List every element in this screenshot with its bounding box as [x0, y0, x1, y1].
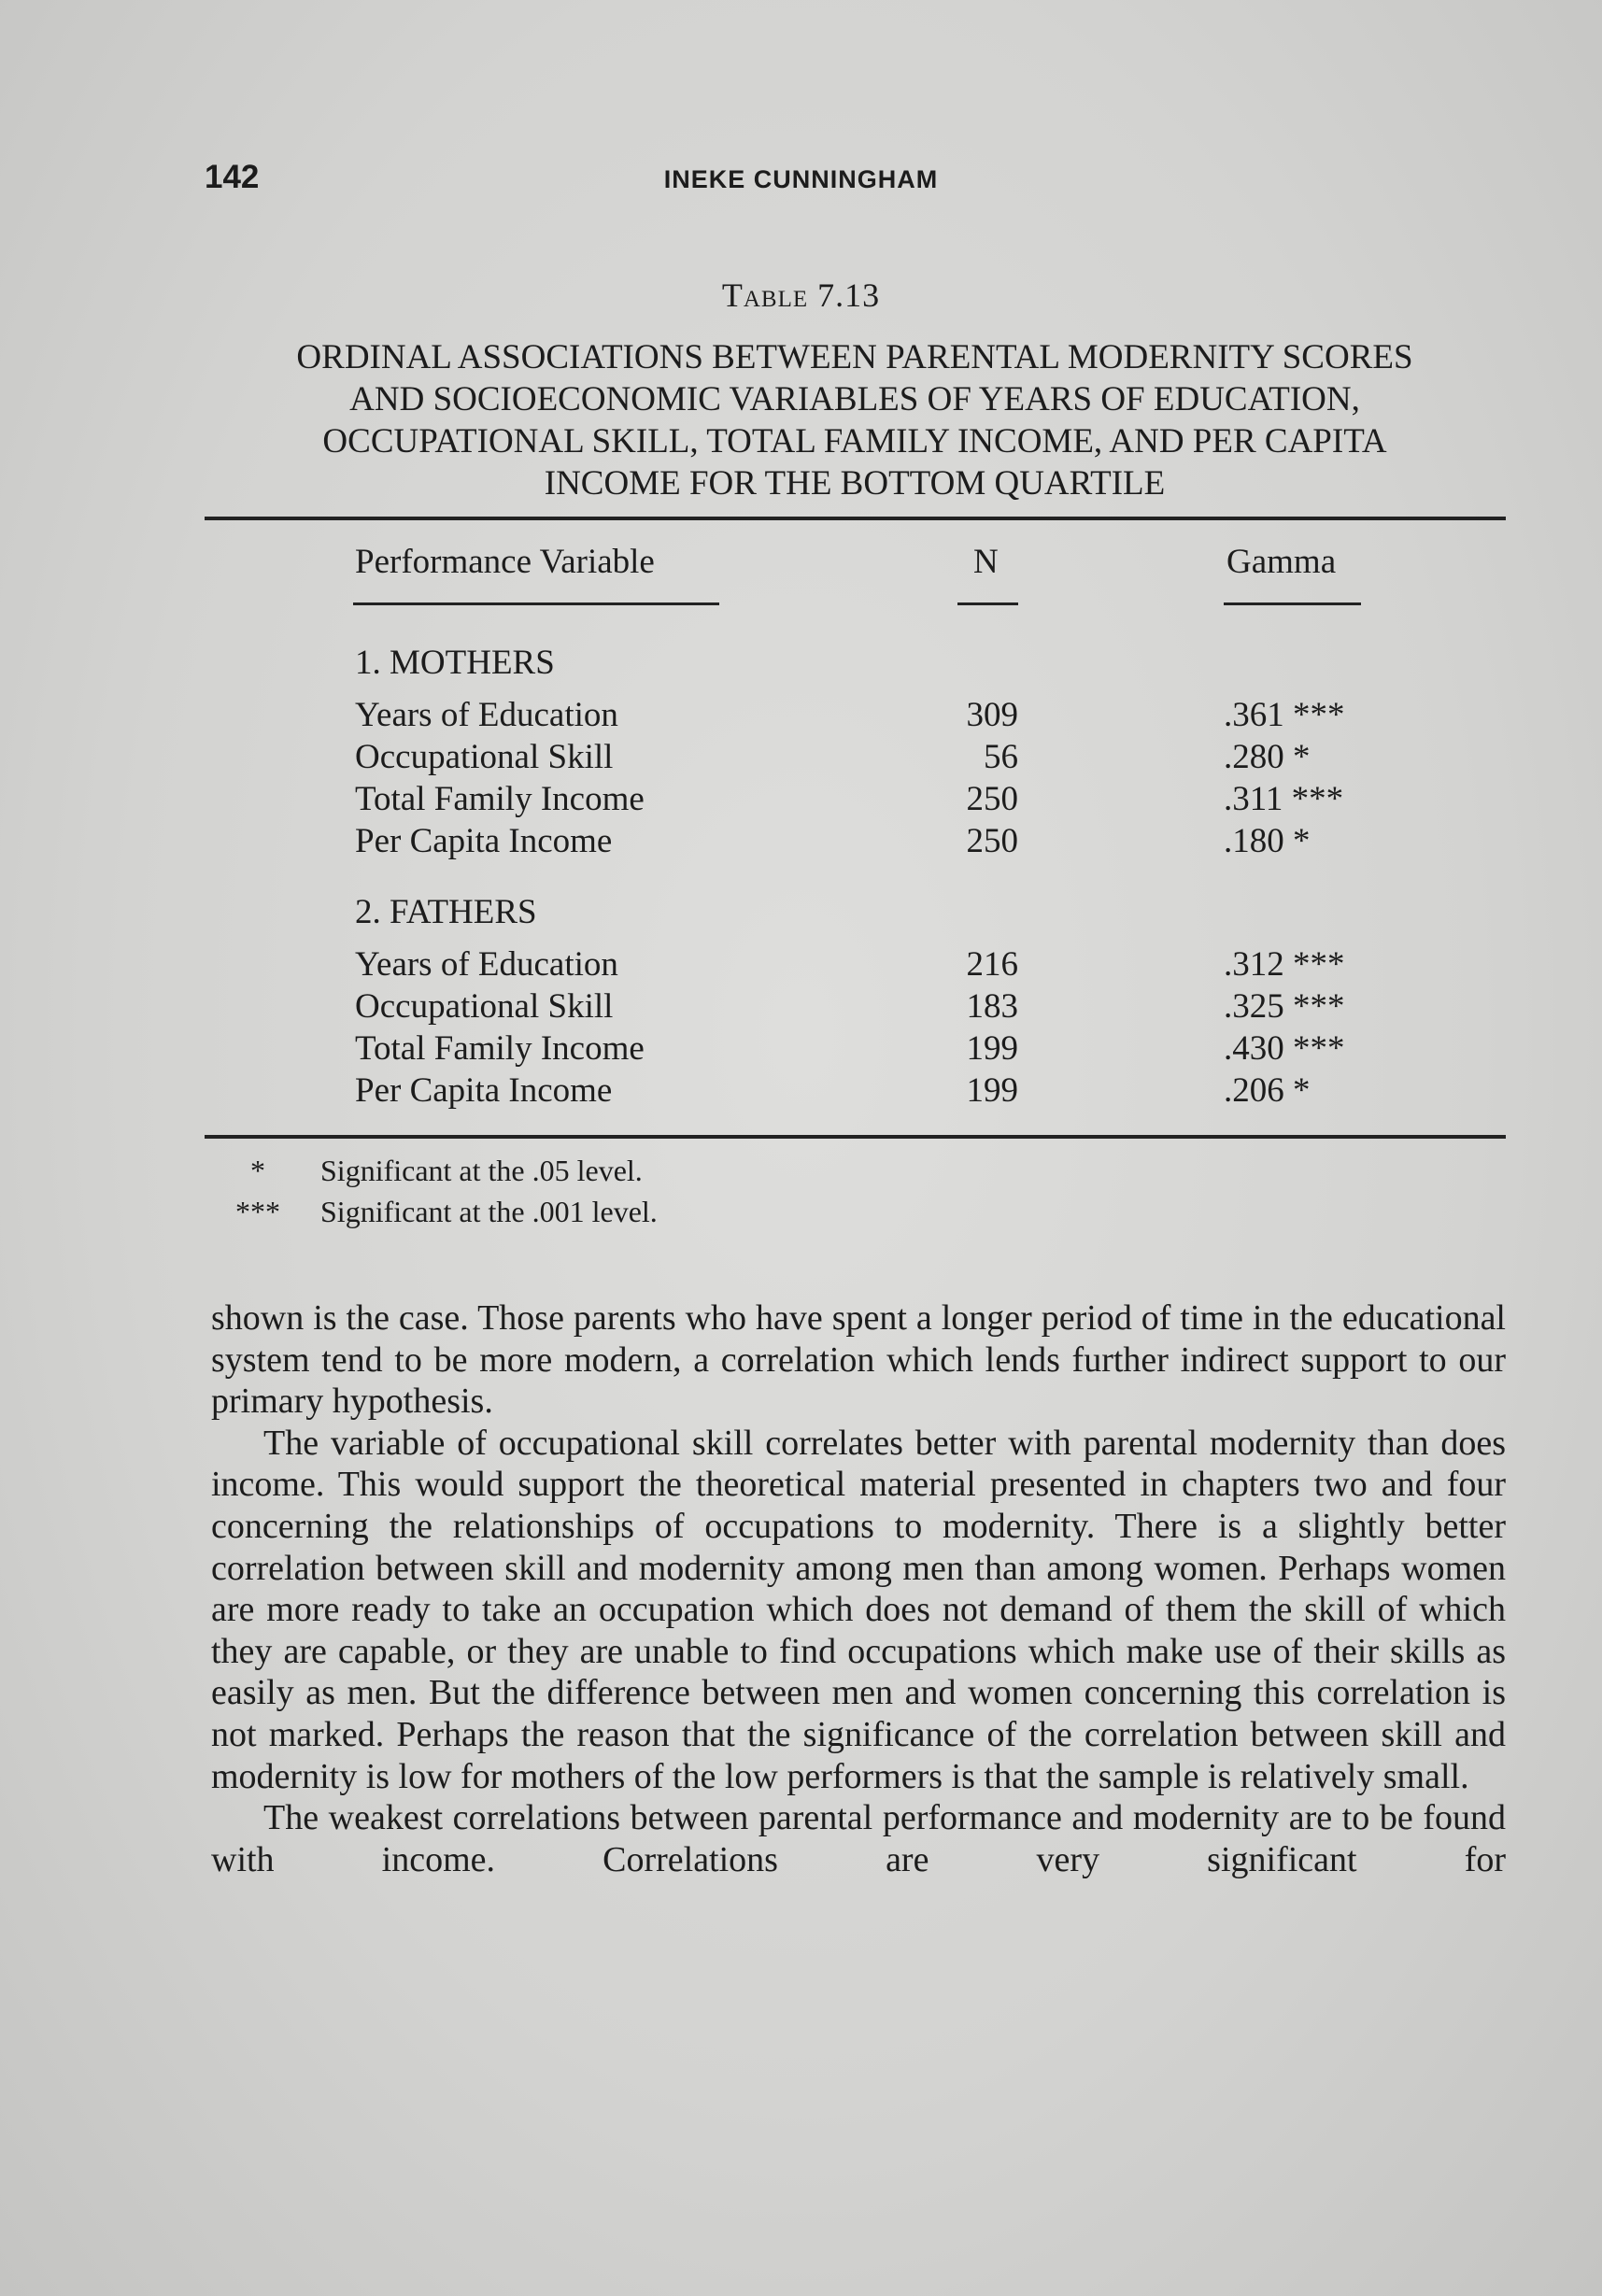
table-row-n: 309 [966, 696, 1018, 734]
table-row-variable: Per Capita Income [355, 1071, 613, 1110]
table-row-n: 56 [984, 738, 1018, 776]
table-row-variable: Years of Education [355, 945, 618, 984]
table-title-line: INCOME FOR THE BOTTOM QUARTILE [544, 464, 1166, 503]
column-header-n: N [973, 543, 999, 581]
body-paragraph: shown is the case. Those parents who have spent a longer period of time in the educational system tend to be more modern, a correlation which lends further indirect support to our primary hypothesis. [211, 1298, 1506, 1422]
table-title-line: OCCUPATIONAL SKILL, TOTAL FAMILY INCOME, AND PER CAPITA [322, 422, 1387, 461]
table-row-variable: Occupational Skill [355, 987, 614, 1026]
table-row-gamma: .361 *** [1224, 696, 1345, 734]
body-paragraph: The variable of occupational skill correlates better with parental modernity than does income. This would support the theoretical material presented in chapters two and four concerning the relationships of occupations to modernity. There is a slightly better correlation between skill and modernity among men than among women. Perhaps women are more ready to take an occupation which does not demand of them the skill of which they are capable, or they are unable to find occupations which make use of their skills as easily as men. But the difference between men and women concerning this correlation is not marked. Perhaps the reason that the significance of the correlation between skill and modernity is low for mothers of the low performers is that the sample is relatively small. [211, 1423, 1506, 1796]
page-number: 142 [205, 159, 260, 195]
n-header-underline [957, 602, 1018, 605]
table-row-variable: Occupational Skill [355, 738, 614, 776]
table-row-n: 199 [966, 1071, 1018, 1110]
table-bottom-rule [205, 1135, 1506, 1139]
table-row-gamma: .206 * [1224, 1071, 1311, 1110]
table-row-variable: Years of Education [355, 696, 618, 734]
table-row-variable: Per Capita Income [355, 822, 613, 860]
column-header-variable: Performance Variable [355, 543, 655, 581]
table-top-rule [205, 517, 1506, 520]
table-row-n: 250 [966, 780, 1018, 818]
table-title [187, 336, 1523, 504]
table-title-line: AND SOCIOECONOMIC VARIABLES OF YEARS OF EDUCATION, [349, 380, 1360, 418]
table-row-n: 216 [966, 945, 1018, 984]
column-header-gamma: Gamma [1226, 543, 1337, 581]
table-row-gamma: .430 *** [1224, 1029, 1345, 1068]
table-row-gamma: .180 * [1224, 822, 1311, 860]
footnote-text: Significant at the .001 level. [320, 1195, 658, 1228]
running-head: INEKE CUNNINGHAM [663, 165, 939, 193]
footnote-text: Significant at the .05 level. [320, 1154, 643, 1187]
footnote-mark: * [250, 1154, 265, 1187]
table-row-gamma: .312 *** [1224, 945, 1345, 984]
table-row-gamma: .325 *** [1224, 987, 1345, 1026]
group-heading-mothers: 1. MOTHERS [355, 644, 555, 682]
gamma-header-underline [1224, 602, 1361, 605]
table-row-gamma: .280 * [1224, 738, 1311, 776]
body-text [211, 1297, 1506, 1880]
table-row-gamma: .311 *** [1224, 780, 1344, 818]
table-title-line: ORDINAL ASSOCIATIONS BETWEEN PARENTAL MODERNITY SCORES [296, 338, 1413, 376]
group-heading-fathers: 2. FATHERS [355, 893, 537, 931]
table-row-n: 183 [966, 987, 1018, 1026]
table-row-n: 250 [966, 822, 1018, 860]
table-row-variable: Total Family Income [355, 1029, 645, 1068]
table-label: Table 7.13 [721, 276, 881, 314]
footnote-mark: *** [235, 1195, 280, 1228]
table-row-n: 199 [966, 1029, 1018, 1068]
variable-header-underline [353, 602, 719, 605]
body-paragraph: The weakest correlations between parental performance and modernity are to be found with income. Correlations are very significant for [211, 1798, 1506, 1879]
table-row-variable: Total Family Income [355, 780, 645, 818]
